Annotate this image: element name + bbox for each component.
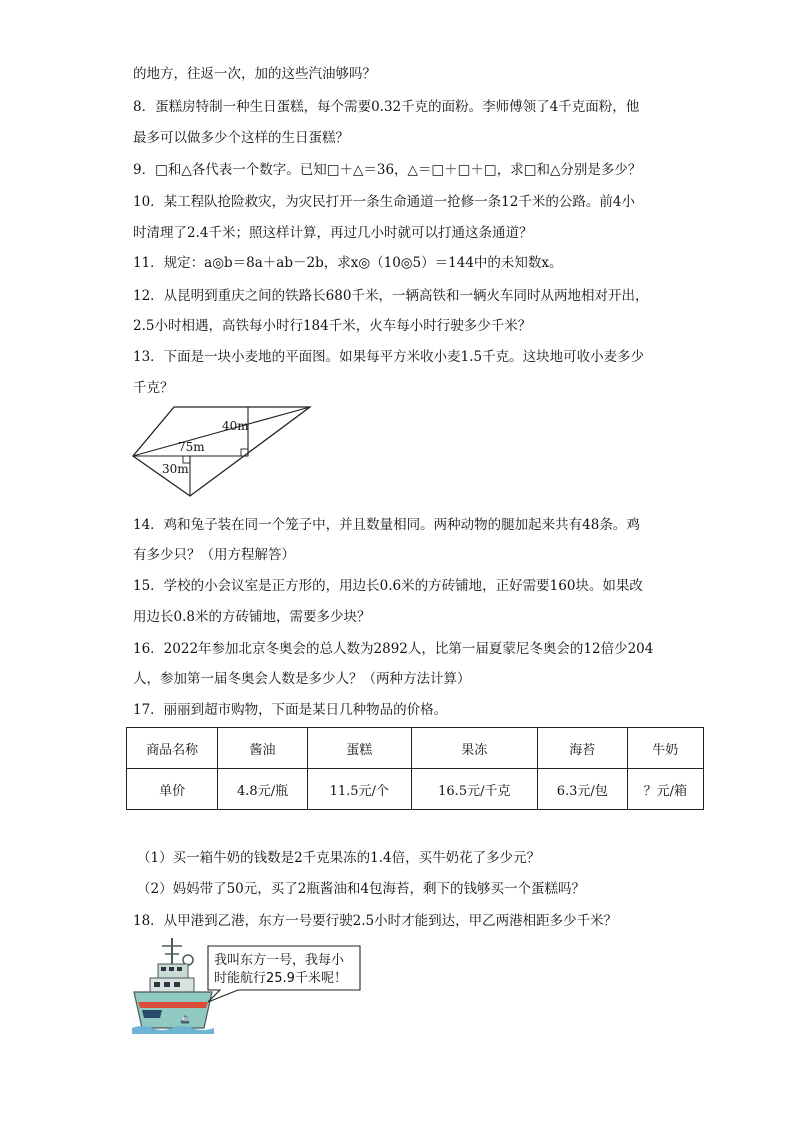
question-8-line2: 最多可以做多少个这样的生日蛋糕？ bbox=[133, 130, 349, 146]
table-cell: 11.5元/个 bbox=[307, 769, 411, 810]
question-12-line2: 2.5小时相遇，高铁每小时行184千米，火车每小时行驶多少千米？ bbox=[133, 318, 532, 334]
price-table bbox=[126, 727, 704, 810]
question-13-line2: 千克？ bbox=[133, 380, 174, 396]
table-cell: 4.8元/瓶 bbox=[218, 769, 308, 810]
question-12-line1: 12．从昆明到重庆之间的铁路长680千米，一辆高铁和一辆火车同时从两地相对开出， bbox=[133, 288, 649, 304]
question-9: 9．□和△各代表一个数字。已知□＋△＝36，△＝□＋□＋□，求□和△分别是多少？ bbox=[133, 162, 642, 178]
table-header-cell: 果冻 bbox=[411, 728, 537, 769]
question-15-line2: 用边长0.8米的方砖铺地，需要多少块？ bbox=[133, 609, 371, 625]
table-cell: 6.3元/包 bbox=[537, 769, 627, 810]
question-16-line1: 16．2022年参加北京冬奥会的总人数为2892人，比第一届夏蒙尼冬奥会的12倍少204 bbox=[133, 641, 654, 657]
question-11: 11．规定：a◎b＝8a＋ab－2b，求x◎（10◎5）＝144中的未知数x。 bbox=[133, 255, 563, 271]
table-cell: ？元/箱 bbox=[627, 769, 703, 810]
question-16-line2: 人，参加第一届冬奥会人数是多少人？（两种方法计算） bbox=[133, 671, 471, 687]
label-40m: 40m bbox=[222, 419, 249, 433]
question-17-part2: （2）妈妈带了50元，买了2瓶酱油和4包海苔，剩下的钱够买一个蛋糕吗？ bbox=[137, 881, 585, 897]
field-diagram bbox=[130, 404, 320, 502]
question-8-line1: 8．蛋糕房特制一种生日蛋糕，每个需要0.32千克的面粉。李师傅领了4千克面粉，他 bbox=[133, 99, 640, 115]
table-header-cell: 海苔 bbox=[537, 728, 627, 769]
svg-text:🚢: 🚢 bbox=[180, 1015, 190, 1024]
bubble-line-2: 时能航行25.9千米呢！ bbox=[214, 971, 347, 986]
question-13-line1: 13．下面是一块小麦地的平面图。如果每平方米收小麦1.5千克。这块地可收小麦多少 bbox=[133, 349, 645, 365]
speech-bubble bbox=[198, 944, 364, 1006]
question-18: 18．从甲港到乙港，东方一号要行驶2.5小时才能到达，甲乙两港相距多少千米？ bbox=[133, 913, 618, 929]
question-17-part1: （1）买一箱牛奶的钱数是2千克果冻的1.4倍，买牛奶花了多少元？ bbox=[137, 850, 541, 866]
table-header-cell: 蛋糕 bbox=[307, 728, 411, 769]
question-15-line1: 15．学校的小会议室是正方形的，用边长0.6米的方砖铺地，正好需要160块。如果改 bbox=[133, 578, 643, 594]
label-75m: 75m bbox=[178, 440, 205, 454]
question-10-line2: 时清理了2.4千米；照这样计算，再过几小时就可以打通这条通道？ bbox=[133, 225, 533, 241]
table-cell: 单价 bbox=[127, 769, 218, 810]
table-header-cell: 商品名称 bbox=[127, 728, 218, 769]
text-line: 的地方，往返一次，加的这些汽油够吗？ bbox=[133, 66, 376, 82]
question-14-line2: 有多少只？（用方程解答） bbox=[133, 547, 295, 563]
table-header-cell: 牛奶 bbox=[627, 728, 703, 769]
table-row bbox=[127, 728, 704, 769]
question-17: 17．丽丽到超市购物，下面是某日几种物品的价格。 bbox=[133, 702, 448, 718]
question-10-line1: 10．某工程队抢险救灾，为灾民打开一条生命通道一抢修一条12千米的公路。前4小 bbox=[133, 194, 635, 210]
table-cell: 16.5元/千克 bbox=[411, 769, 537, 810]
question-14-line1: 14．鸡和兔子装在同一个笼子中，并且数量相同。两种动物的腿加起来共有48条。鸡 bbox=[133, 517, 640, 533]
table-header-cell: 酱油 bbox=[218, 728, 308, 769]
label-30m: 30m bbox=[162, 462, 189, 476]
bubble-line-1: 我叫东方一号，我每小 bbox=[214, 953, 345, 968]
table-row bbox=[127, 769, 704, 810]
